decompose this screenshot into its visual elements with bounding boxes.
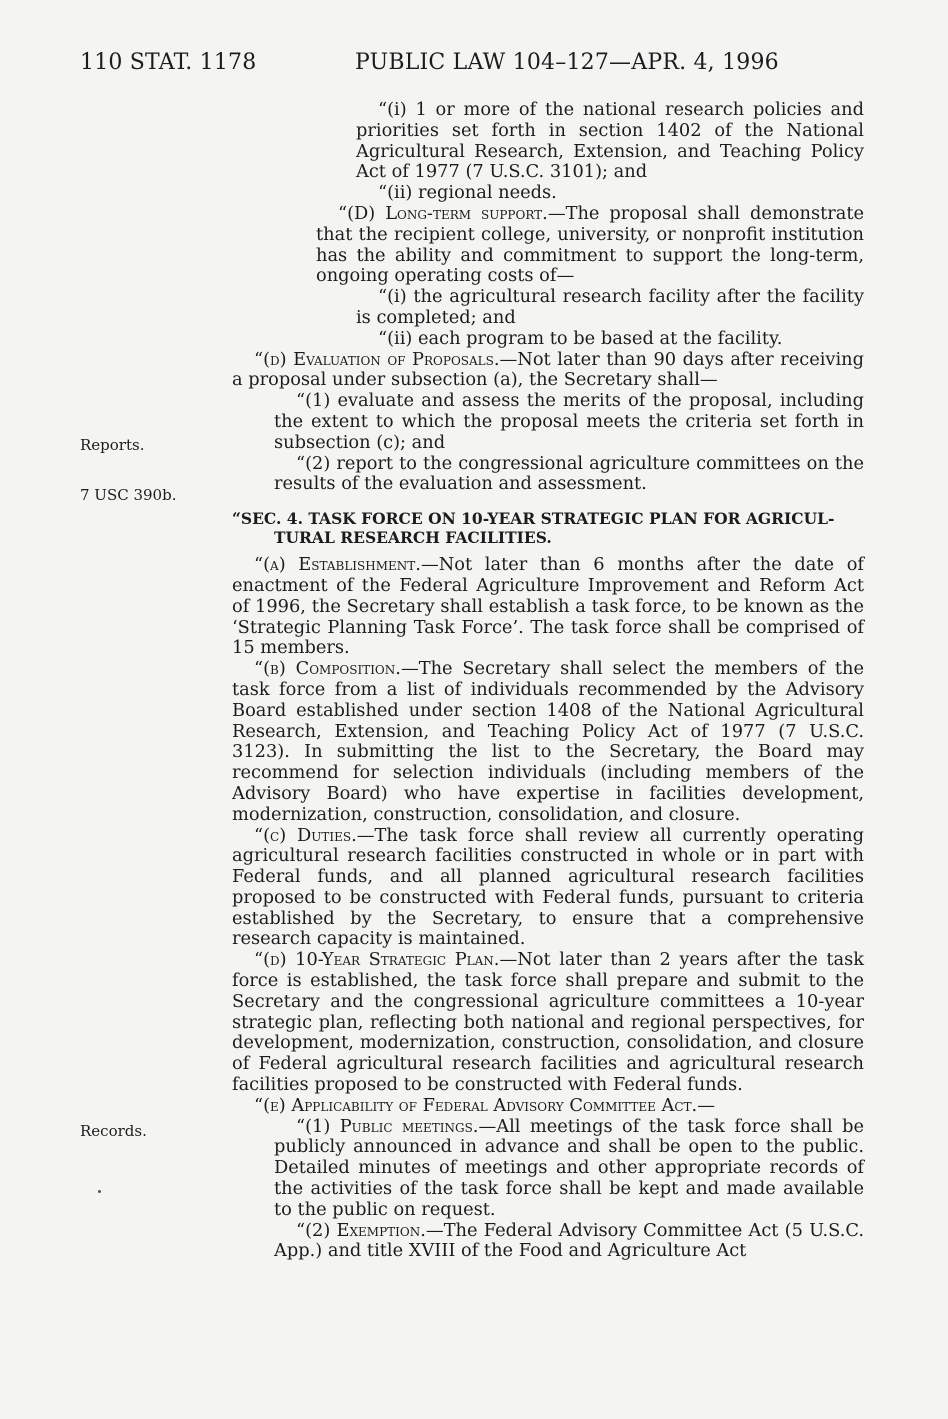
paragraph-group-1: [232, 100, 864, 495]
paragraph: [232, 287, 864, 329]
paragraph-text: —The Federal Advisory Committee Act (5 U.S.C. App.) and title XVIII of the Food and Agriculture Act: [274, 1219, 864, 1262]
paragraph: [232, 1117, 864, 1221]
paragraph-heading: “(e) Applicability of Federal Advisory Committee Act.: [254, 1094, 698, 1116]
paragraph-text: —Not later than 2 years after the task force is established, the task force shall prepare and submit to the Secretary and the congressional agriculture committees a 10-year strategic plan, reflecting both national and regional perspectives, for development, modernization, construction, consolidation, and closure of Federal agricultural research facilities and agricultural research facilities proposed to be constructed with Federal funds.: [232, 949, 864, 1096]
paragraph-text: “(i) 1 or more of the national research policies and priorities set forth in section 1402 of the National Agricultural Research, Extension, and Teaching Policy Act of 1977 (7 U.S.C. 3101); and: [356, 99, 864, 183]
paragraph-text: “(ii) each program to be based at the facility.: [378, 327, 783, 349]
paragraph-text: “(i) the agricultural research facility after the facility is completed; and: [356, 286, 864, 328]
paragraph-heading: “(a) Establishment.: [254, 554, 421, 576]
paragraph-text: —The task force shall review all currently operating agricultural research facilities constructed in whole or in part with Federal funds, and all planned agricultural research facilities proposed to be constructed with Federal funds, pursuant to criteria established by the Secretary, to ensure that a comprehensive research capacity is maintained.: [232, 824, 865, 950]
margin-note-reports: Reports.: [80, 436, 145, 454]
paragraph: [232, 350, 864, 392]
paragraph-heading: “(c) Duties.: [254, 824, 357, 846]
paragraph-text: “(2) report to the congressional agriculture committees on the results of the evaluation and assessment.: [274, 452, 864, 495]
paragraph-text: —Not later than 6 months after the date of enactment of the Federal Agriculture Improvement and Reform Act of 1996, the Secretary shall establish a task force, to be known as the ‘Strategic Planning Task Force’. The task force shall be comprised of 15 members.: [232, 554, 864, 659]
paragraph-text: —: [697, 1094, 715, 1116]
paragraph: [232, 204, 864, 287]
paragraph: [232, 1096, 864, 1117]
section-heading: [232, 509, 864, 547]
paragraph: [232, 183, 864, 204]
paragraph-heading: “(D) Long-term support.: [338, 202, 548, 224]
paragraph-text: —The Secretary shall select the members of the task force from a list of individuals recommended by the Advisory Board established under section 1408 of the National Agricultural Research, Extension, and Teaching Policy Act of 1977 (7 U.S.C. 3123). In submitting the list to the Secretary, the Board may recommend for selection individuals (including members of the Advisory Board) who have expertise in facilities development, modernization, construction, consolidation, and closure.: [232, 658, 864, 825]
stray-mark: [98, 1190, 101, 1193]
paragraph: [232, 826, 864, 951]
paragraph-text: “(1) evaluate and assess the merits of the proposal, including the extent to which the proposal meets the criteria set forth in subsection (c); and: [274, 390, 864, 453]
paragraph-group-2: [232, 555, 864, 1262]
paragraph: [232, 454, 864, 496]
margin-note-usc: 7 USC 390b.: [80, 486, 177, 504]
paragraph: [232, 950, 864, 1096]
document-body: [232, 100, 864, 1262]
paragraph: [232, 659, 864, 825]
section-title-line2: TURAL RESEARCH FACILITIES.: [274, 528, 552, 548]
paragraph: [232, 100, 864, 183]
paragraph-heading: “(d) 10-Year Strategic Plan.: [254, 949, 500, 971]
paragraph-heading: “(b) Composition.: [254, 658, 401, 680]
paragraph-heading: “(1) Public meetings.: [296, 1115, 479, 1137]
page-number-header: 110 STAT. 1178: [80, 50, 257, 75]
margin-note-records: Records.: [80, 1122, 147, 1140]
paragraph-heading: “(d) Evaluation of Proposals.: [254, 348, 500, 370]
paragraph: [232, 555, 864, 659]
paragraph: [232, 391, 864, 453]
paragraph-text: “(ii) regional needs.: [378, 182, 557, 204]
paragraph: [232, 329, 864, 350]
paragraph-text: —Not later than 90 days after receiving a proposal under subsection (a), the Secretary shall—: [232, 348, 864, 391]
section-title-line1: “SEC. 4. TASK FORCE ON 10-YEAR STRATEGIC PLAN FOR AGRICUL-: [232, 509, 835, 529]
paragraph: [232, 1221, 864, 1263]
paragraph-heading: “(2) Exemption.: [296, 1219, 426, 1241]
paragraph-text: —All meetings of the task force shall be publicly announced in advance and shall be open to the public. Detailed minutes of meetings and other appropriate records of the activities of the task force shall be kept and made available to the public on request.: [274, 1115, 864, 1220]
paragraph-text: —The proposal shall demonstrate that the recipient college, university, or nonprofit institution has the ability and commitment to support the long-term, ongoing operating costs of—: [316, 202, 864, 287]
running-head: PUBLIC LAW 104–127—APR. 4, 1996: [355, 50, 779, 75]
